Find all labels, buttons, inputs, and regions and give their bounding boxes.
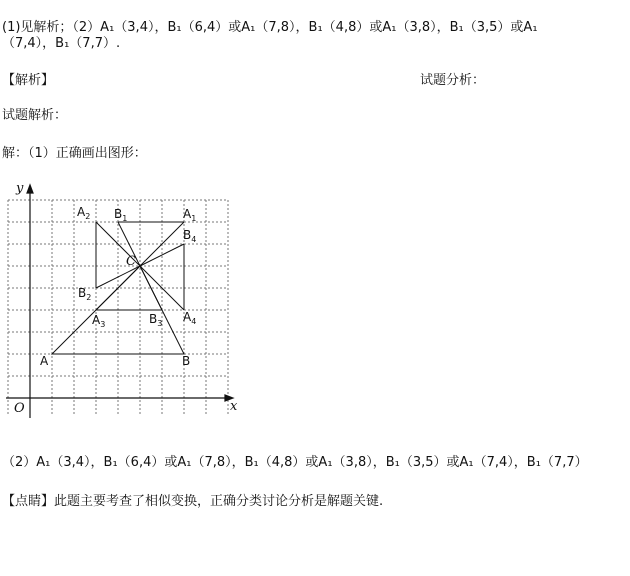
point-B4-label: $B_4$ [183,228,197,244]
point-A1-label: $A_1$ [183,207,197,223]
point-A4-label: $A_4$ [183,310,197,326]
part2-answer: （2）A₁（3,4），B₁（6,4）或A₁（7,8），B₁（4,8）或A₁（3,8），B₁（3,5）或A₁（7,4），B₁（7,7） [2,455,588,470]
figure-labels [14,181,238,416]
grid-lines [8,200,228,416]
analysis-heading: 【解析】 [2,73,55,88]
point-B1-label: $B_1$ [114,207,128,223]
answer-line-2: （7,4），B₁（7,7）. [2,36,121,51]
point-B3-label: $B_3$ [149,312,163,328]
point-A-label: A [40,354,49,368]
comment-heading: 【点睛】 [2,494,55,509]
segment-CB4 [140,244,184,266]
point-B2-label: $B_2$ [78,286,92,302]
point-A2-label: $A_2$ [77,205,91,221]
analysis-right-label: 试题分析： [420,73,486,88]
comment-line [2,494,383,510]
solution-heading: 试题解析： [2,108,68,123]
origin-label: O [14,401,25,416]
part1-text: 解：（1）正确画出图形： [2,146,147,161]
segment-CB3 [140,266,162,310]
comment-text: 此题主要考查了相似变换，正确分类讨论分析是解题关键. [54,494,384,509]
point-B-label: B [182,354,191,368]
answer-line-1: (1)见解析；（2）A₁（3,4），B₁（6,4）或A₁（7,8），B₁（4,8）或A₁（3,8），B₁（3,5）或A₁ [2,20,538,35]
coordinate-figure [0,178,250,423]
point-A3-label: $A_3$ [92,313,106,329]
y-axis-label: y [16,181,24,196]
x-axis-label: x [230,399,238,414]
point-C-label: C [126,254,136,269]
